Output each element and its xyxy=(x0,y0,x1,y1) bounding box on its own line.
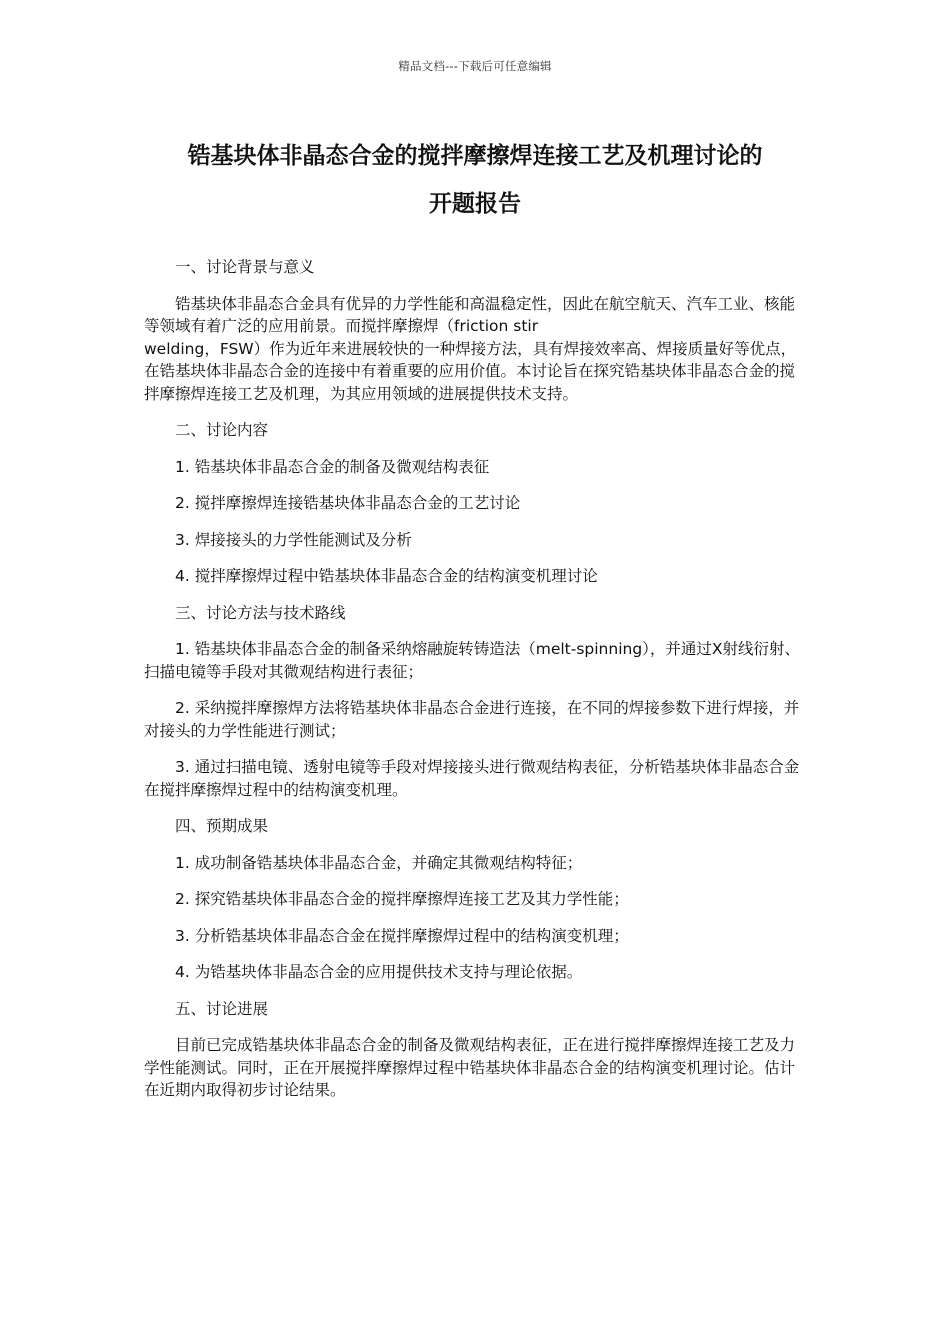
progress-paragraph: 目前已完成锆基块体非晶态合金的制备及微观结构表征，正在进行搅拌摩擦焊连接工艺及力学性能测试。同时，正在开展搅拌摩擦焊过程中锆基块体非晶态合金的结构演变机理讨论。估计在近期内取得初步讨论结果。 xyxy=(144,1036,796,1099)
results-item: 4. 为锆基块体非晶态合金的应用提供技术支持与理论依据。 xyxy=(175,963,583,981)
header-note: 精品文档---下载后可任意编辑 xyxy=(398,59,552,73)
methods-item: 1. 锆基块体非晶态合金的制备采纳熔融旋转铸造法（melt-spinning），并通过X射线衍射、扫描电镜等手段对其微观结构进行表征； xyxy=(144,640,801,681)
section-heading-progress: 五、讨论进展 xyxy=(175,999,269,1018)
content-item: 1. 锆基块体非晶态合金的制备及微观结构表征 xyxy=(175,457,490,476)
content-item: 2. 搅拌摩擦焊连接锆基块体非晶态合金的工艺讨论 xyxy=(175,494,521,512)
methods-item: 3. 通过扫描电镜、透射电镜等手段对焊接接头进行微观结构表征，分析锆基块体非晶态合金在搅拌摩擦焊过程中的结构演变机理。 xyxy=(144,758,800,799)
methods-item: 2. 采纳搅拌摩擦焊方法将锆基块体非晶态合金进行连接，在不同的焊接参数下进行焊接，并对接头的力学性能进行测试； xyxy=(144,699,800,740)
section-heading-methods: 三、讨论方法与技术路线 xyxy=(175,603,346,622)
title-line-1: 锆基块体非晶态合金的搅拌摩擦焊连接工艺及机理讨论的 xyxy=(187,143,763,169)
section-heading-background: 一、讨论背景与意义 xyxy=(175,258,315,276)
content-item: 4. 搅拌摩擦焊过程中锆基块体非晶态合金的结构演变机理讨论 xyxy=(175,567,598,585)
background-paragraph-line-2: welding，FSW）作为近年来进展较快的一种焊接方法，具有焊接效率高、焊接质量好等优点，在锆基块体非晶态合金的连接中有着重要的应用价值。本讨论旨在探究锆基块体非晶态合金的搅拌摩擦焊连接工艺及机理，为其应用领域的进展提供技术支持。 xyxy=(144,339,797,403)
background-paragraph xyxy=(144,293,806,406)
content-item: 3. 焊接接头的力学性能测试及分析 xyxy=(175,530,412,549)
section-heading-expected-results: 四、预期成果 xyxy=(175,817,269,835)
section-heading-content: 二、讨论内容 xyxy=(175,421,269,439)
results-item: 1. 成功制备锆基块体非晶态合金，并确定其微观结构特征； xyxy=(175,853,583,872)
document-title xyxy=(140,132,810,228)
results-item: 3. 分析锆基块体非晶态合金在搅拌摩擦焊过程中的结构演变机理； xyxy=(175,926,629,945)
title-line-2: 开题报告 xyxy=(429,191,521,217)
results-item: 2. 探究锆基块体非晶态合金的搅拌摩擦焊连接工艺及其力学性能； xyxy=(175,890,629,908)
background-paragraph-line-1: 锆基块体非晶态合金具有优异的力学性能和高温稳定性，因此在航空航天、汽车工业、核能等领域有着广泛的应用前景。而搅拌摩擦焊（friction stir xyxy=(144,294,796,335)
document-body xyxy=(144,256,806,1116)
